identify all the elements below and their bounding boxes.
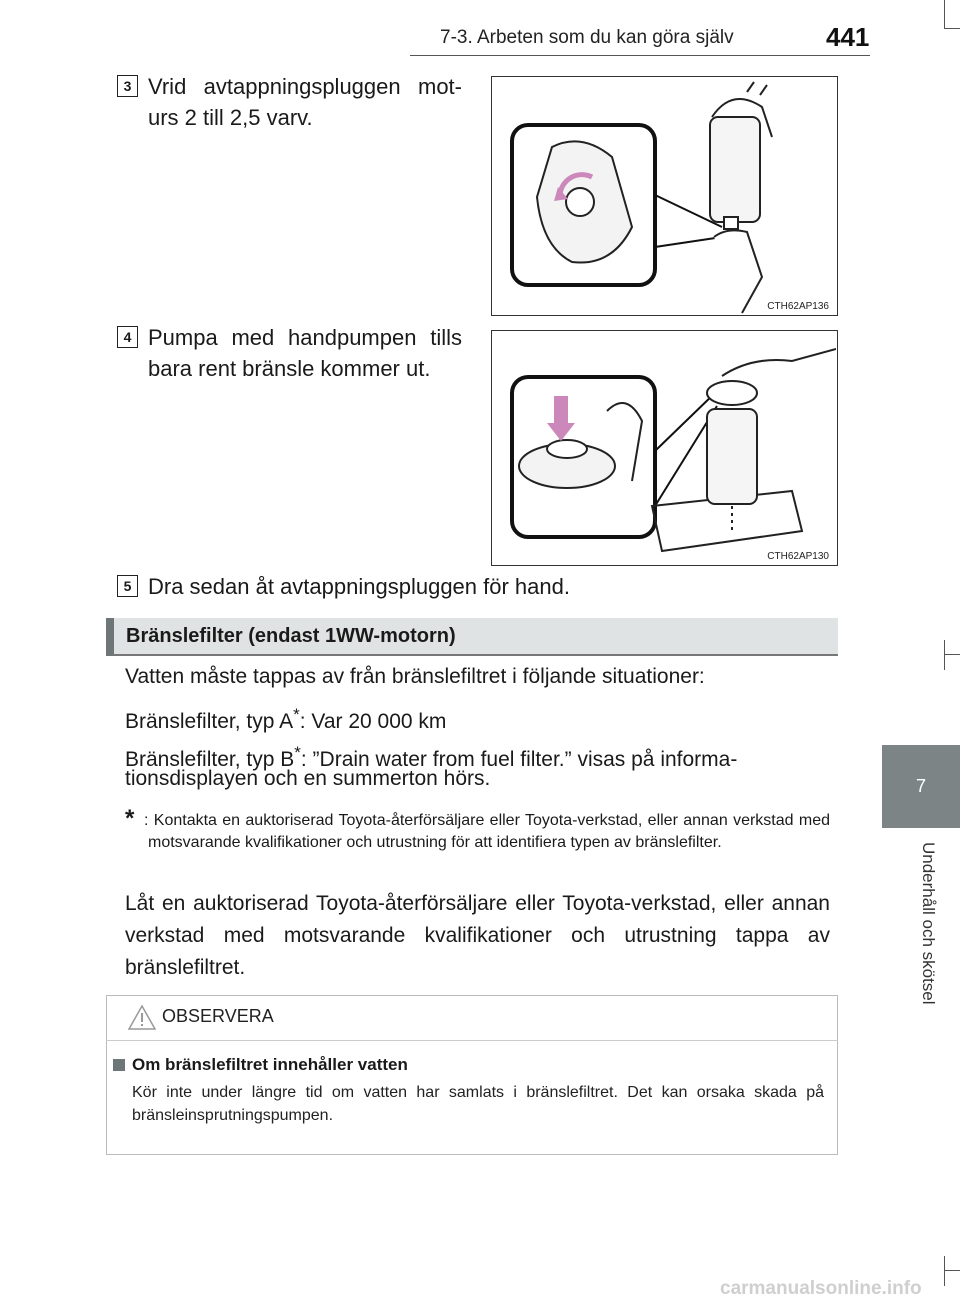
filter-type-b-text: : ”Drain water from fuel filter.” visas på informa-	[300, 748, 738, 771]
chapter-tab: 7	[882, 745, 960, 828]
step-4-number: 4	[117, 326, 138, 348]
watermark: carmanualsonline.info	[720, 1278, 922, 1299]
crop-mark	[944, 1270, 960, 1271]
asterisk: *	[294, 743, 301, 762]
filter-type-a-label: Bränslefilter, typ A	[125, 710, 294, 733]
section-intro: Vatten måste tappas av från bränslefiltret i följande situationer:	[125, 665, 705, 688]
closing-paragraph: Låt en auktoriserad Toyota-återförsäljare eller Toyota-verkstad, eller annan verkstad med motsvarande kvalifikationer och utrustning tappa av bränslefiltret.	[125, 892, 830, 979]
crop-mark	[944, 654, 960, 655]
figure-hand-pump	[491, 330, 838, 566]
hand-pump-illustration	[492, 331, 836, 564]
warning-triangle-icon	[127, 1004, 157, 1031]
asterisk: *	[293, 705, 300, 724]
step-3-text: Vrid avtappningspluggen mot-urs 2 till 2,5 varv.	[148, 74, 462, 130]
warning-title: OBSERVERA	[162, 1006, 274, 1026]
step-4-text: Pumpa med handpumpen tills bara rent bränsle kommer ut.	[148, 325, 462, 381]
drain-plug-illustration	[492, 77, 836, 314]
footnote-asterisk: *	[125, 805, 135, 832]
filter-type-b-continuation: tionsdisplayen och en summerton hörs.	[125, 767, 491, 790]
filter-type-a-line	[125, 699, 838, 738]
figure-drain-plug	[491, 76, 838, 316]
bullet-square-icon	[113, 1059, 125, 1071]
step-5-text: Dra sedan åt avtappningspluggen för hand.	[148, 574, 570, 599]
page-number: 441	[826, 22, 870, 52]
section-heading-accent	[106, 618, 114, 656]
warning-body: Kör inte under längre tid om vatten har samlats i bränslefiltret. Det kan orsaka skada på bränsleinsprutningspumpen.	[132, 1084, 824, 1124]
filter-type-b-label: Bränslefilter, typ B	[125, 748, 295, 771]
step-5-number: 5	[117, 575, 138, 597]
chapter-label: Underhåll och skötsel	[919, 842, 938, 1005]
footnote-body: Kontakta en auktoriserad Toyota-återförsäljare eller Toyota-verkstad, eller annan verkstad med motsvarande kvalifikationer och utrustning för att identifiera typen av bränslefilter.	[148, 812, 830, 851]
filter-type-a-interval: : Var 20 000 km	[299, 710, 447, 733]
footnote-text: : Kontakta en auktoriserad Toyota-återförsäljare eller Toyota-verkstad, eller annan verkstad med motsvarande kvalifikationer och utrustning för att identifiera typen av bränslefilter.	[144, 812, 830, 851]
step-3-number: 3	[117, 75, 138, 97]
section-title: Bränslefilter (endast 1WW-motorn)	[126, 625, 456, 647]
crop-mark	[944, 1256, 945, 1286]
figure-code: CTH62AP130	[767, 551, 829, 562]
running-header-section: 7-3. Arbeten som du kan göra själv	[440, 27, 734, 48]
figure-code: CTH62AP136	[767, 301, 829, 312]
crop-mark	[944, 28, 960, 29]
warning-heading: Om bränslefiltret innehåller vatten	[132, 1055, 408, 1074]
crop-mark	[944, 0, 945, 28]
crop-mark	[944, 640, 945, 670]
warning-divider	[106, 1040, 838, 1041]
header-rule	[410, 55, 870, 56]
